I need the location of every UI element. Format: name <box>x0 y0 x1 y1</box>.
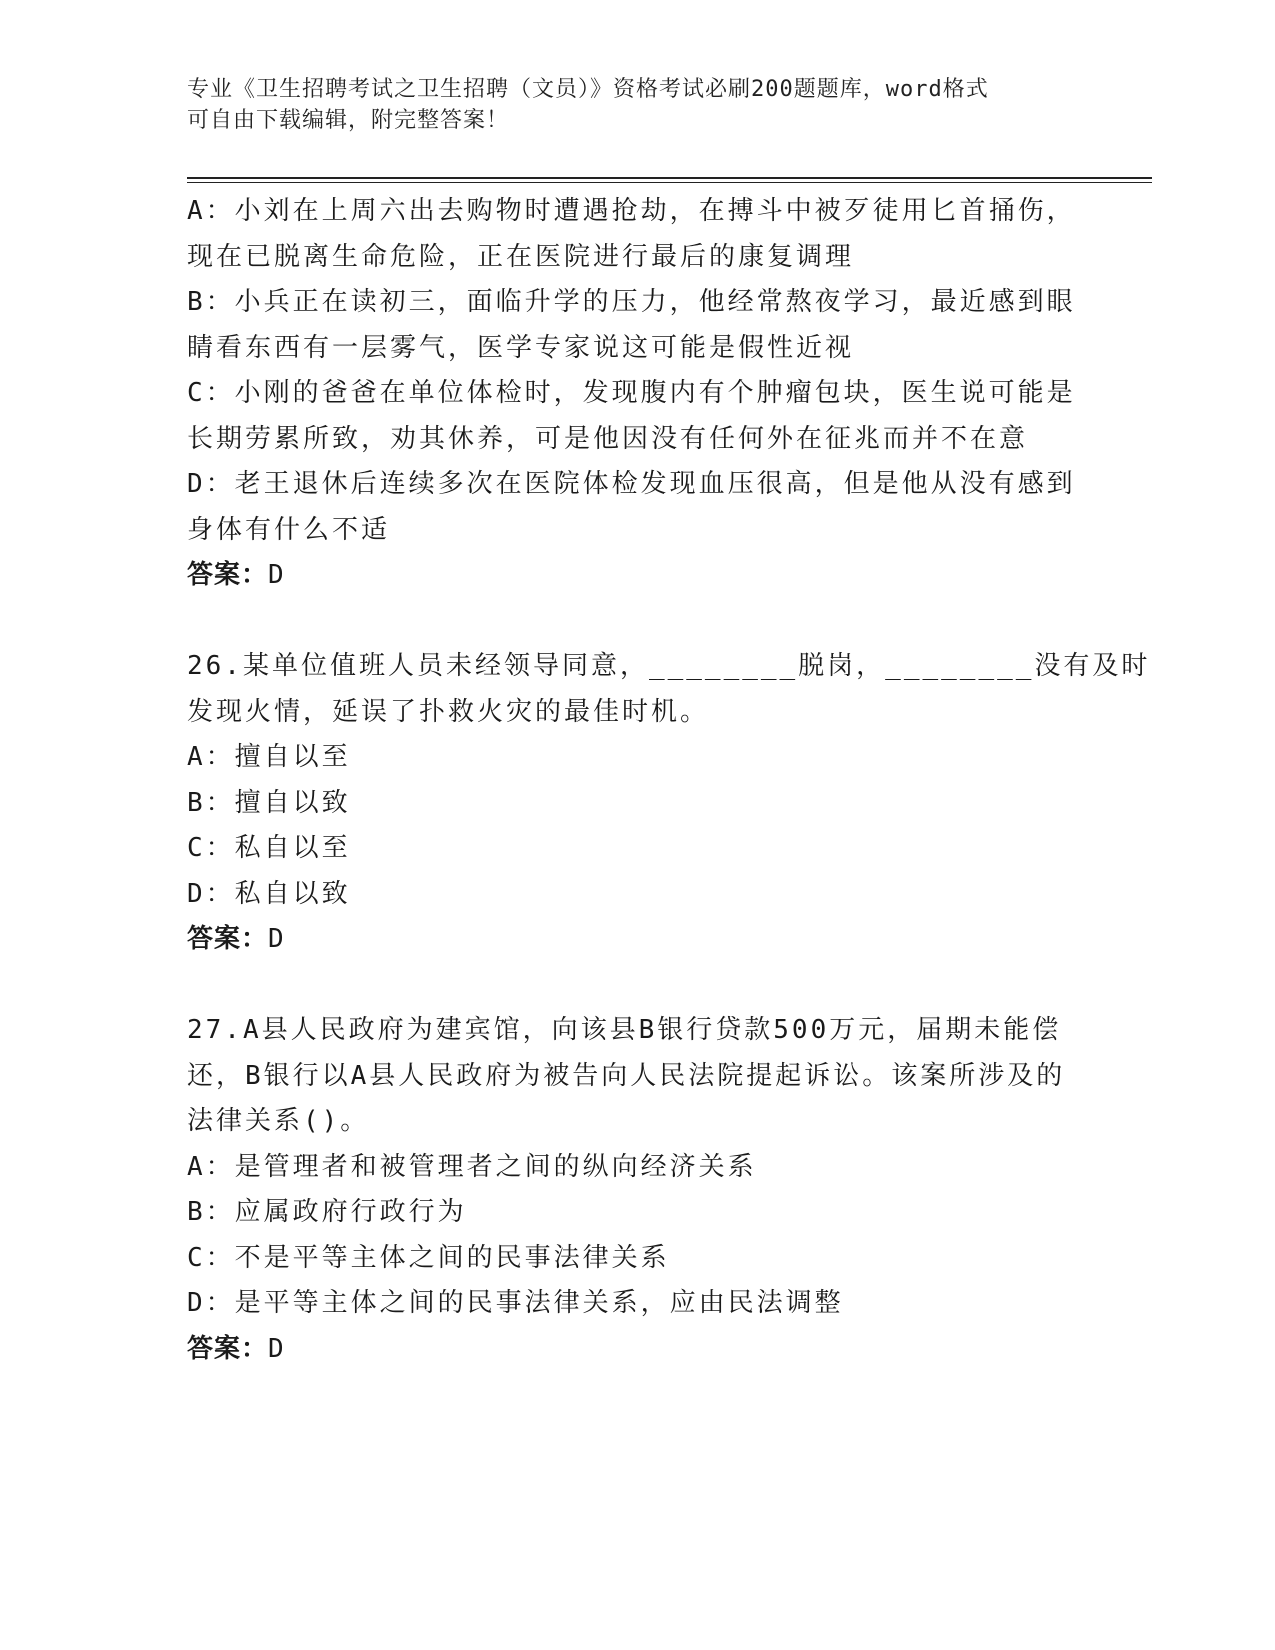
header-title-line-1: 专业《卫生招聘考试之卫生招聘（文员）》资格考试必刷200题题库，word格式 <box>187 77 989 102</box>
q26-answer <box>187 917 1087 963</box>
question-27 <box>187 1008 1087 1372</box>
question-content <box>187 189 1151 1372</box>
q26-option-d: D：私自以致 <box>187 878 351 909</box>
q25-answer-label: 答案： <box>187 560 269 590</box>
header-title-line-2: 可自由下载编辑，附完整答案！ <box>187 108 510 133</box>
q26-option-c: C：私自以至 <box>187 833 351 863</box>
document-header <box>187 74 1067 136</box>
q25-option-a-line-2: 现在已脱离生命危险，正在医院进行最后的康复调理 <box>187 241 855 272</box>
q27-stem-line-1: 27.A县人民政府为建宾馆，向该县B银行贷款500万元，届期未能偿 <box>187 1015 1062 1045</box>
q27-stem-line-2: 还，B银行以A县人民政府为被告向人民法院提起诉讼。该案所涉及的 <box>187 1060 1066 1091</box>
q25-option-a-line-1: A：小刘在上周六出去购物时遭遇抢劫，在搏斗中被歹徒用匕首捅伤， <box>187 196 1076 226</box>
q26-option-b: B：擅自以致 <box>187 787 351 818</box>
q25-option-b-line-1: B：小兵正在读初三，面临升学的压力，他经常熬夜学习，最近感到眼 <box>187 287 1076 317</box>
q25-option-c-line-2: 长期劳累所致，劝其休养，可是他因没有任何外在征兆而并不在意 <box>187 423 1029 454</box>
q27-option-c: C：不是平等主体之间的民事法律关系 <box>187 1242 670 1273</box>
q26-answer-value: D <box>268 924 285 954</box>
q27-option-a: A：是管理者和被管理者之间的纵向经济关系 <box>187 1151 757 1182</box>
question-spacer <box>187 963 1087 1009</box>
q27-option-d: D：是平等主体之间的民事法律关系，应由民法调整 <box>187 1288 844 1318</box>
q25-answer <box>187 553 1087 599</box>
q27-answer <box>187 1327 1087 1373</box>
header-divider-thin <box>187 182 1152 183</box>
q27-answer-label: 答案： <box>187 1333 269 1364</box>
q25-option-c-line-1: C：小刚的爸爸在单位体检时，发现腹内有个肿瘤包块，医生说可能是 <box>187 378 1076 408</box>
question-25 <box>187 189 1087 599</box>
q26-stem-line-2: 发现火情，延误了扑救火灾的最佳时机。 <box>187 696 710 727</box>
q27-option-b: B：应属政府行政行为 <box>187 1197 467 1227</box>
header-divider-thick <box>187 177 1152 179</box>
q26-option-a: A：擅自以至 <box>187 742 351 772</box>
q25-answer-value: D <box>268 560 285 590</box>
q25-option-d-line-1: D：老王退休后连续多次在医院体检发现血压很高，但是他从没有感到 <box>187 469 1076 499</box>
q26-answer-label: 答案： <box>187 924 269 954</box>
q27-stem-line-3: 法律关系()。 <box>187 1106 370 1136</box>
q25-option-b-line-2: 睛看东西有一层雾气，医学专家说这可能是假性近视 <box>187 332 855 363</box>
q26-stem-line-1: 26.某单位值班人员未经领导同意，________脱岗，________没有及时 <box>187 651 1151 681</box>
q27-answer-value: D <box>268 1333 285 1364</box>
q25-option-d-line-2: 身体有什么不适 <box>187 514 391 545</box>
question-26 <box>187 644 1151 963</box>
question-spacer <box>187 599 1087 645</box>
